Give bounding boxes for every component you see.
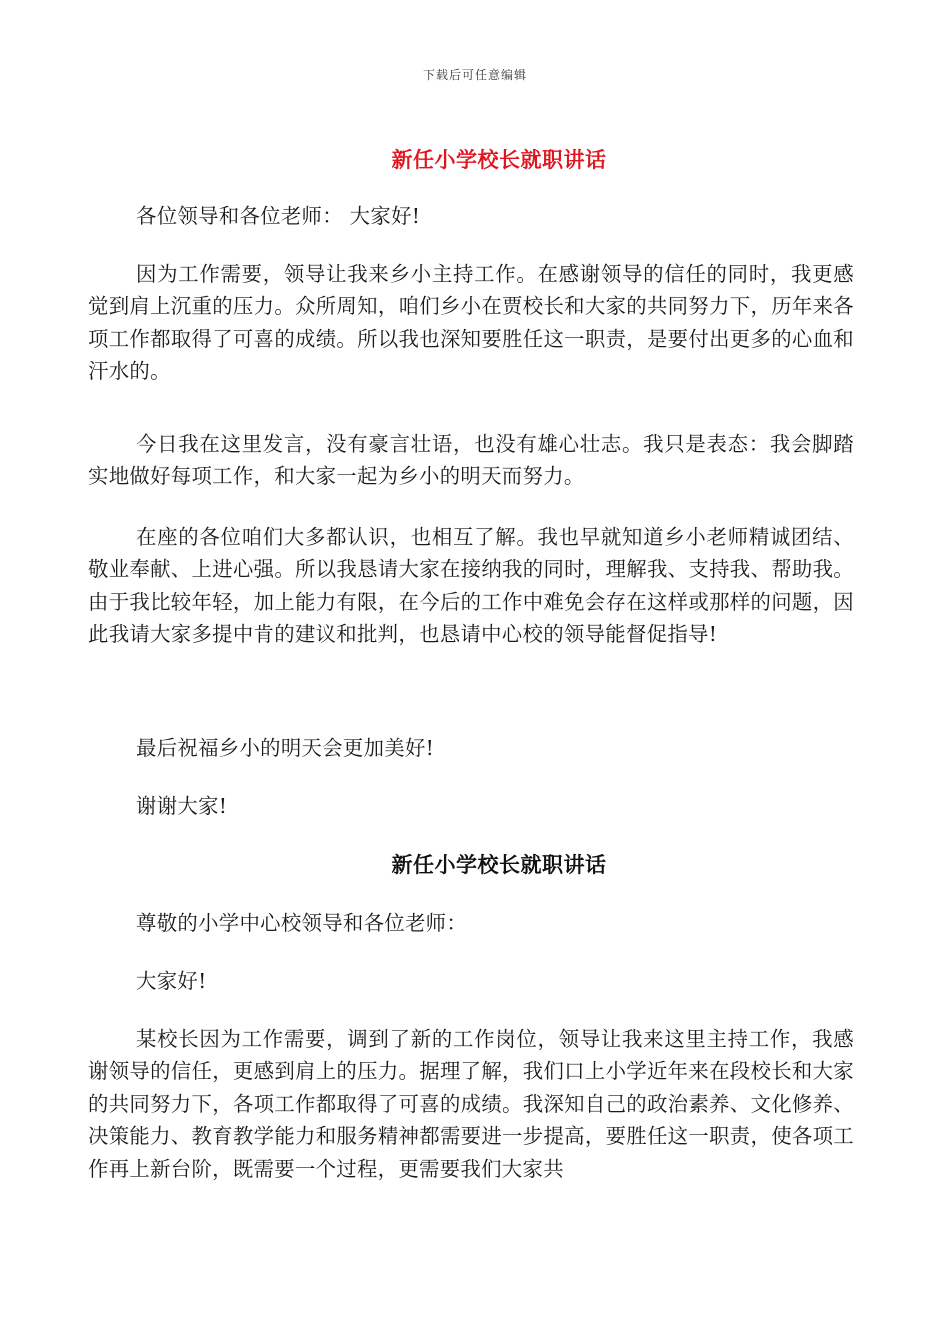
speech2-salutation: 尊敬的小学中心校领导和各位老师： <box>136 911 468 935</box>
speech1-title: 新任小学校长就职讲话 <box>391 147 607 172</box>
speech2-paragraph-1: 某校长因为工作需要，调到了新的工作岗位，领导让我来这里主持工作，我感谢领导的信任，更感到肩上的压力。据理了解，我们口上小学近年来在段校长和大家的共同努力下，各项工作都取得了可喜的成绩。我深知自己的政治素养、文化修养、决策能力、教育教学能力和服务精神都需要进一步提高，要胜任这一职责，使各项工作再上新台阶，既需要一个过程，更需要我们大家共 <box>88 1027 854 1181</box>
speech1-closing-wish: 最后祝福乡小的明天会更加美好! <box>136 736 435 760</box>
speech1-greeting: 各位领导和各位老师： 大家好! <box>136 204 421 228</box>
page-header-note: 下载后可任意编辑 <box>422 68 527 82</box>
speech1-paragraph-2: 今日我在这里发言，没有豪言壮语，也没有雄心壮志。我只是表态：我会脚踏实地做好每项工作，和大家一起为乡小的明天而努力。 <box>88 432 854 489</box>
speech2-title: 新任小学校长就职讲话 <box>391 852 607 877</box>
speech2-greeting: 大家好! <box>136 969 207 993</box>
speech1-paragraph-1: 因为工作需要，领导让我来乡小主持工作。在感谢领导的信任的同时，我更感觉到肩上沉重的压力。众所周知，咱们乡小在贾校长和大家的共同努力下，历年来各项工作都取得了可喜的成绩。所以我也深知要胜任这一职责，是要付出更多的心血和汗水的。 <box>88 262 854 384</box>
speech1-paragraph-3: 在座的各位咱们大多都认识，也相互了解。我也早就知道乡小老师精诚团结、敬业奉献、上进心强。所以我恳请大家在接纳我的同时，理解我、支持我、帮助我。由于我比较年轻，加上能力有限，在今后的工作中难免会存在这样或那样的问题，因此我请大家多提中肯的建议和批判，也恳请中心校的领导能督促指导! <box>88 525 854 647</box>
speech1-thanks: 谢谢大家! <box>136 794 228 818</box>
